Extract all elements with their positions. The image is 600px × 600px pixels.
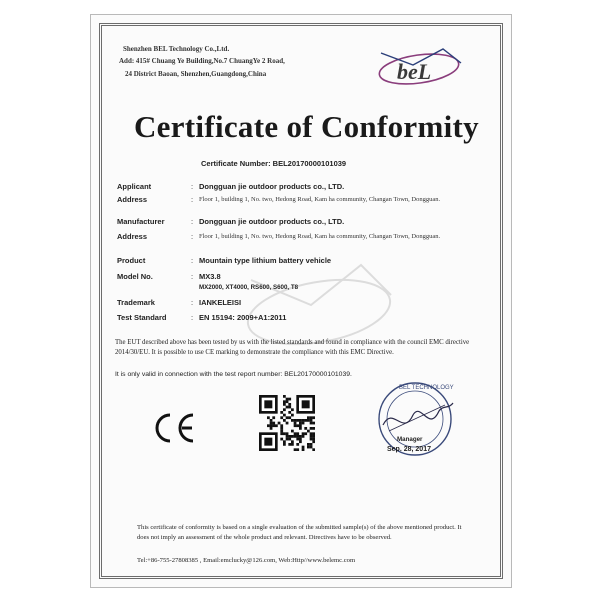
company-address-line1: Add: 415# Chuang Ye Building,No.7 ChuangYe 2 Road, (119, 57, 285, 65)
footer-disclaimer: This certificate of conformity is based on a single evaluation of the submitted sample(s) of the above mentioned product. It does not imply an assessment of the whole product and relevant. Directives have to be observed. (137, 524, 462, 541)
manufacturer-value: Dongguan jie outdoor products co., LTD. (199, 217, 345, 226)
field-label-model: Model No. (117, 272, 153, 281)
manager-title: Manager (397, 436, 423, 443)
certificate-page: Shenzhen BEL Technology Co.,Ltd. Add: 415# Chuang Ye Building,No.7 ChuangYe 2 Road, 24 District Baoan, Shenzhen,Guangdong,China beL Certificate of Conformity Certificate Number: BEL20170000101039 Applicant : Dongguan jie outdoor products co., LTD. Address : Floor 1, building 1, No. two, Hedong Road, Kam ha community, Changan Town, Dongguan. Manufacturer : Dongguan jie outdoor products co., LTD. Address : Floor 1, building 1, No. two, Hedong Road, Kam ha community, Changan Town, Dongguan. Product : Mountain type lithium battery vehicle Model No. : MX3.8 MX2000, XT4000, RS600, S600, T8 Trademark : IANKELEISI Test Standard : EN 15194: 2009+A1:2011 The EUT described above has been tested by us with the listed standards and found in compliance with the council EMC directive 2014/30/EU. It is possible to use CE marking to demonstrate the compliance with this EMC Directive. It is only valid in connection with the test report number: BEL20170000101039. BEL TECHNOLOGY Manager Sep. 28, 2017 This certificate of conformity is based on a single evaluation of the submitted sample(s) of the above mentioned product. It does not imply an assessment of the whole product and relevant. Directives have to be observed. Tel:+86-755-27808385 , Email:emclucky@126.com, Web:Http//www.belemc.com (90, 14, 512, 588)
field-label-manufacturer: Manufacturer (117, 217, 165, 226)
field-label-product: Product (117, 256, 146, 265)
model-list-value: MX2000, XT4000, RS600, S600, T8 (199, 284, 299, 291)
company-address-line2: 24 District Baoan, Shenzhen,Guangdong,China (125, 70, 267, 78)
company-name: Shenzhen BEL Technology Co.,Ltd. (123, 45, 230, 53)
field-label-applicant: Applicant (117, 182, 152, 191)
validity-statement: It is only valid in connection with the test report number: BEL20170000101039. (115, 371, 352, 378)
signature-date: Sep. 28, 2017 (387, 446, 431, 453)
logo-text: beL (397, 59, 432, 84)
bel-logo (373, 43, 473, 89)
footer-contact: Tel:+86-755-27808385 , Email:emclucky@126.com, Web:Http//www.belemc.com (137, 557, 356, 564)
test-standard-value: EN 15194: 2009+A1:2011 (199, 313, 287, 322)
manufacturer-address-value: Floor 1, building 1, No. two, Hedong Road, Kam ha community, Changan Town, Dongguan. (199, 233, 441, 240)
compliance-statement: The EUT described above has been tested by us with the listed standards and found in compliance with the council EMC directive 2014/30/EU. It is possible to use CE marking to demonstrate the compliance with this EMC Directive. (115, 339, 470, 356)
certificate-number: Certificate Number: BEL20170000101039 (201, 159, 347, 168)
field-label-address: Address (117, 195, 148, 204)
applicant-value: Dongguan jie outdoor products co., LTD. (199, 182, 345, 191)
field-label-trademark: Trademark (117, 298, 155, 307)
ce-mark-icon (151, 411, 199, 445)
model-value: MX3.8 (199, 272, 221, 281)
product-value: Mountain type lithium battery vehicle (199, 256, 332, 265)
page-title: Certificate of Conformity (134, 109, 479, 144)
qr-code (259, 395, 315, 451)
field-label-address: Address (117, 232, 148, 241)
applicant-address-value: Floor 1, building 1, No. two, Hedong Road, Kam ha community, Changan Town, Dongguan. (199, 196, 441, 203)
trademark-value: IANKELEISI (199, 298, 242, 307)
field-label-test-standard: Test Standard (117, 313, 167, 322)
stamp-text: BEL TECHNOLOGY (399, 385, 454, 391)
